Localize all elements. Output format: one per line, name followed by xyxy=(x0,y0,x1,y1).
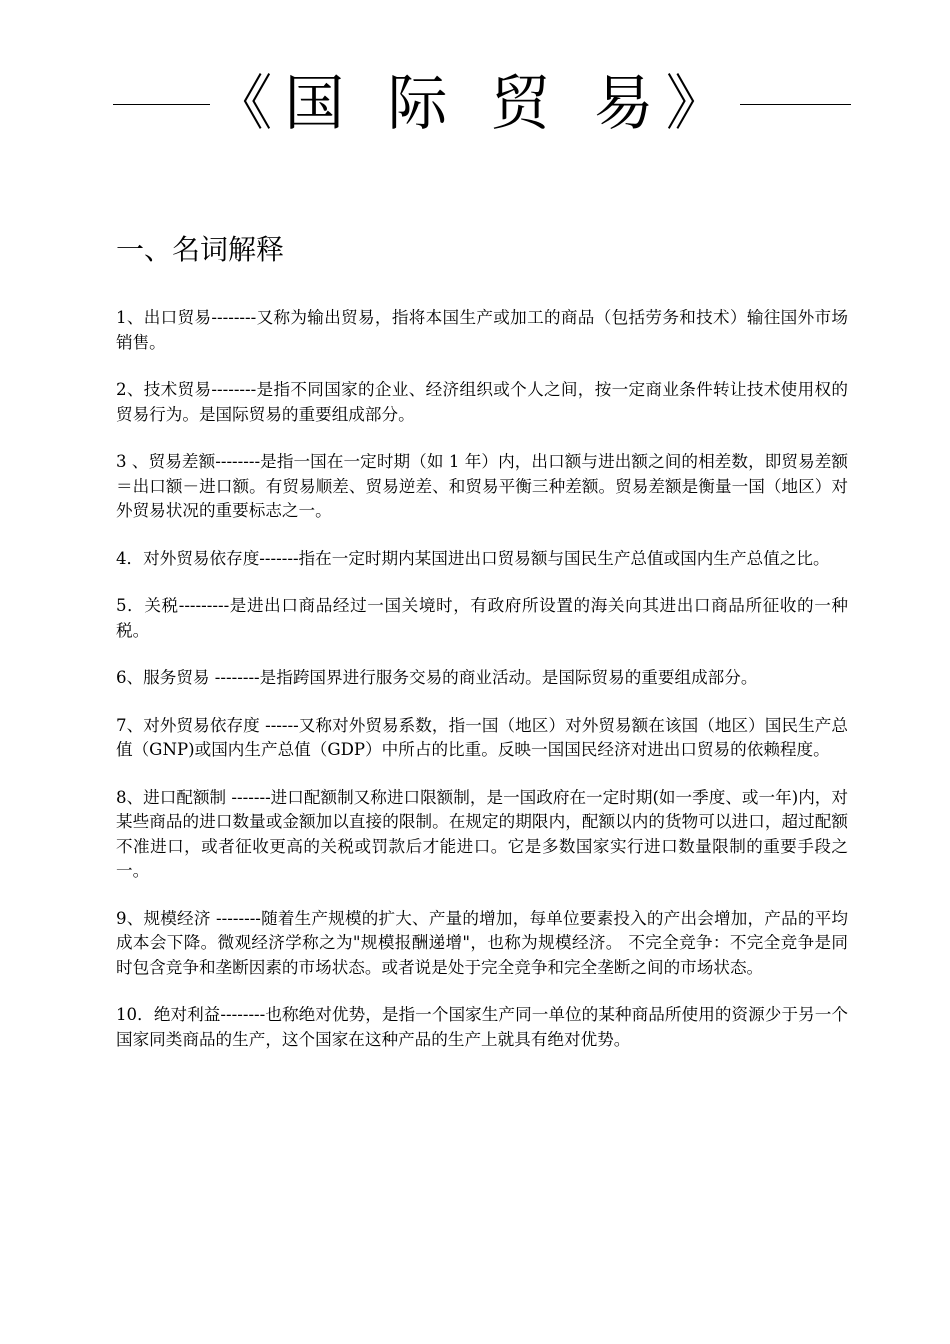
definition-item: 5．关税---------是进出口商品经过一国关境时，有政府所设置的海关向其进出口商品所征收的一种税。 xyxy=(116,596,848,640)
definition-item: 6、服务贸易 --------是指跨国界进行服务交易的商业活动。是国际贸易的重要组成部分。 xyxy=(116,668,758,687)
definition-item: 8、进口配额制 -------进口配额制又称进口限额制，是一国政府在一定时期(如一季度、或一年)内，对某些商品的进口数量或金额加以直接的限制。在规定的期限内，配额以内的货物可以进口，超过配额不准进口，或者征收更高的关税或罚款后才能进口。它是多数国家实行进口数量限制的重要手段之一。 xyxy=(116,787,848,880)
definition-list xyxy=(116,306,848,1075)
definition-item: 10．绝对利益--------也称绝对优势，是指一个国家生产同一单位的某种商品所使用的资源少于另一个国家同类商品的生产，这个国家在这种产品的生产上就具有绝对优势。 xyxy=(116,1005,848,1049)
page-title-text: 《国 际 贸 易》 xyxy=(212,69,738,139)
definition-item: 1、出口贸易--------又称为输出贸易，指将本国生产或加工的商品（包括劳务和技术）输往国外市场销售。 xyxy=(116,308,848,352)
definition-item: 4．对外贸易依存度-------指在一定时期内某国进出口贸易额与国民生产总值或国内生产总值之比。 xyxy=(116,548,830,568)
definition-item: 7、对外贸易依存度 ------又称对外贸易系数，指一国（地区）对外贸易额在该国（地区）国民生产总值（GNP)或国内生产总值（GDP）中所占的比重。反映一国国民经济对进出口贸易的依赖程度。 xyxy=(116,715,848,759)
definition-item: 3 、贸易差额--------是指一国在一定时期（如 1 年）内，出口额与进出额之间的相差数，即贸易差额＝出口额－进口额。有贸易顺差、贸易逆差、和贸易平衡三种差额。贸易差额是衡量一国（地区）对外贸易状况的重要标志之一。 xyxy=(116,452,848,520)
section-heading: 一、名词解释 xyxy=(116,233,285,266)
page-title xyxy=(0,54,950,154)
definition-item: 2、技术贸易--------是指不同国家的企业、经济组织或个人之间，按一定商业条件转让技术使用权的贸易行为。是国际贸易的重要组成部分。 xyxy=(116,380,848,424)
definition-item: 9、规模经济 --------随着生产规模的扩大、产量的增加，每单位要素投入的产出会增加，产品的平均成本会下降。微观经济学称之为"规模报酬递增"，也称为规模经济。 不完全竞争：不完全竞争是同时包含竞争和垄断因素的市场状态。或者说是处于完全竞争和完全垄断之间的市场状态。 xyxy=(116,908,848,977)
